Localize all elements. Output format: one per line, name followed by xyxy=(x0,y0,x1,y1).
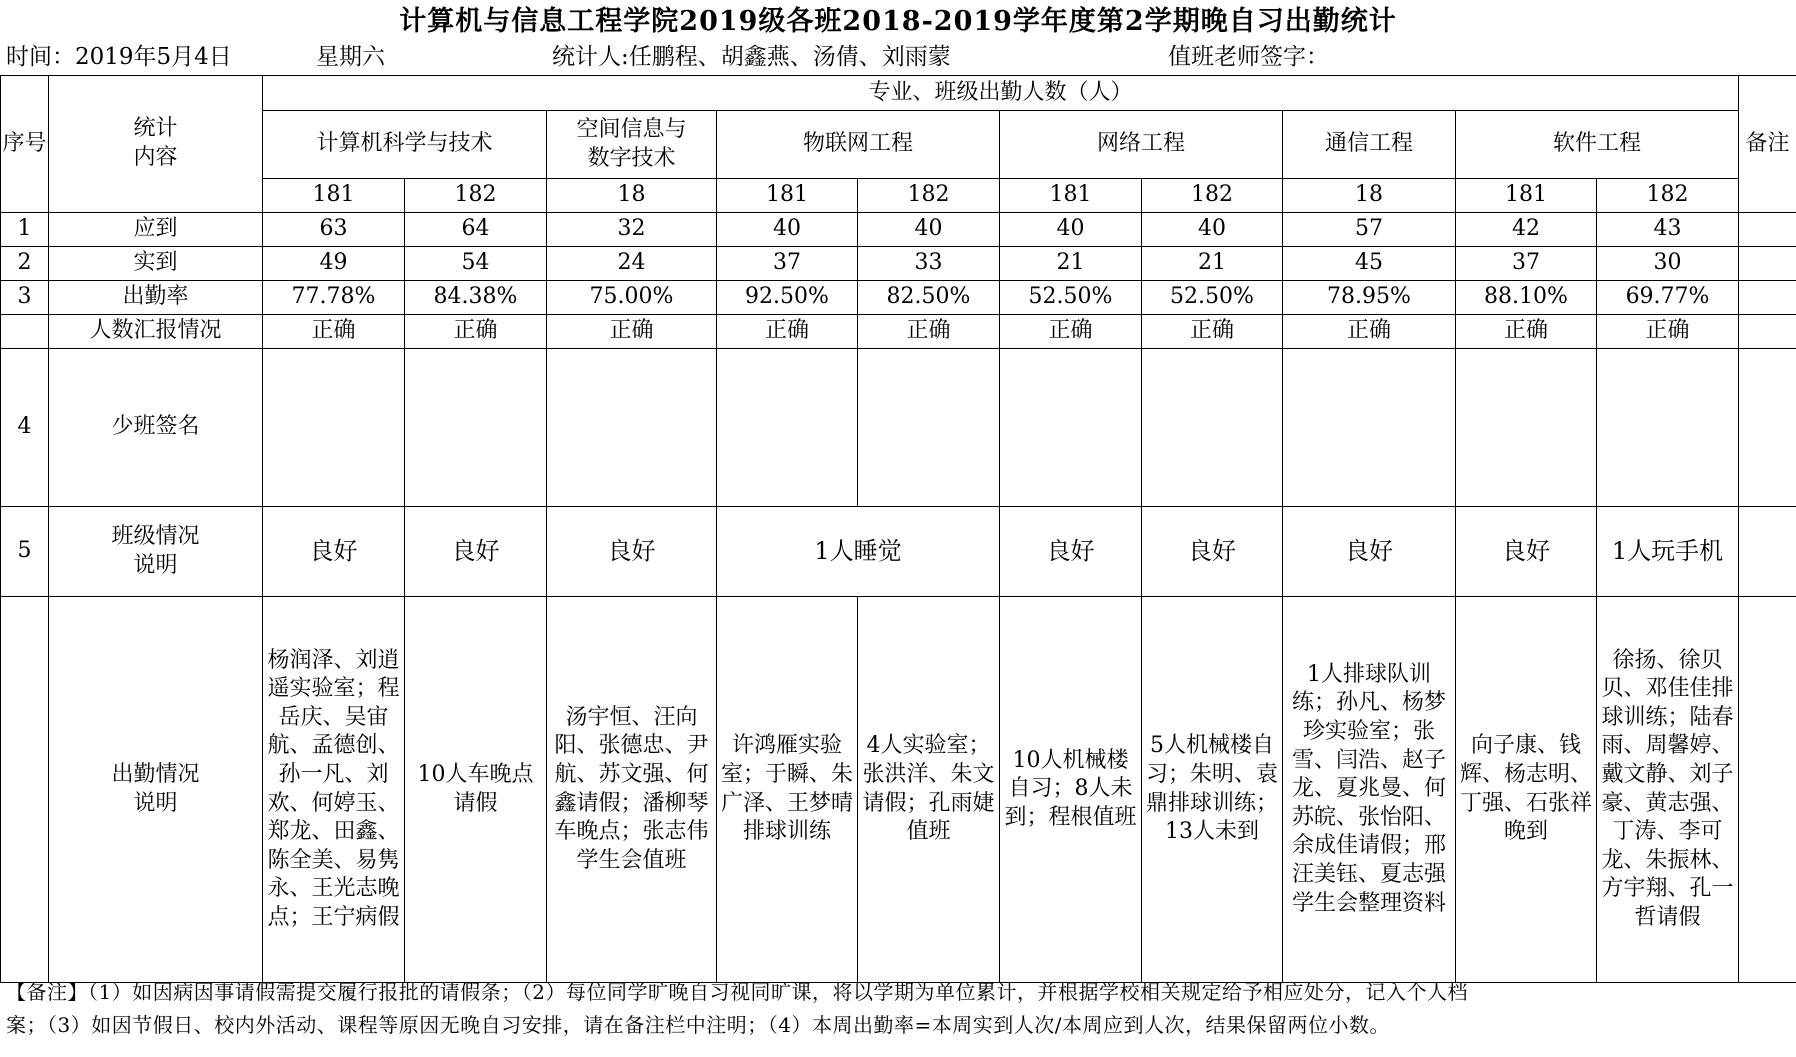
status-value: 良好 xyxy=(1000,507,1142,597)
actual-value: 33 xyxy=(858,247,1000,281)
report-value: 正确 xyxy=(858,315,1000,349)
report-value: 正确 xyxy=(1456,315,1597,349)
header-content-line2: 内容 xyxy=(133,145,178,170)
attendance-table xyxy=(0,75,1796,983)
major-spatial-line1: 空间信息与 xyxy=(576,116,687,142)
class-code: 182 xyxy=(1142,179,1283,213)
report-value: 正确 xyxy=(1597,315,1739,349)
due-value: 40 xyxy=(858,213,1000,247)
header-seq: 序号 xyxy=(1,76,49,213)
report-value: 正确 xyxy=(1142,315,1283,349)
due-value: 43 xyxy=(1597,213,1739,247)
attendance-note: 1人排球队训练；孙凡、杨梦珍实验室；张雪、闫浩、赵子龙、夏兆曼、何苏皖、张怡阳、余成佳请假；邢汪美钰、夏志强学生会整理资料 xyxy=(1283,597,1456,983)
remark-cell xyxy=(1739,597,1796,983)
row-label-rate: 出勤率 xyxy=(49,281,263,315)
actual-value: 21 xyxy=(1142,247,1283,281)
status-value: 良好 xyxy=(547,507,717,597)
rate-value: 78.95% xyxy=(1283,281,1456,315)
class-code: 181 xyxy=(717,179,858,213)
attendance-note: 5人机械楼自习；朱明、袁鼎排球训练；13人未到 xyxy=(1142,597,1283,983)
attendance-label-line1: 出勤情况 xyxy=(111,761,200,787)
row-seq: 4 xyxy=(1,349,49,507)
actual-value: 54 xyxy=(405,247,547,281)
major-spatial-line2: 数字技术 xyxy=(587,145,676,171)
header-content xyxy=(49,76,263,213)
class-code: 182 xyxy=(1597,179,1739,213)
rate-value: 69.77% xyxy=(1597,281,1739,315)
actual-value: 49 xyxy=(263,247,405,281)
actual-value: 30 xyxy=(1597,247,1739,281)
header-content-line1: 统计 xyxy=(133,116,178,142)
footer-line2: 案；（3）如因节假日、校内外活动、课程等原因无晚自习安排，请在备注栏中注明；（4）本周出勤率=本周实到人次/本周应到人次，结果保留两位小数。 xyxy=(6,1013,1390,1037)
report-value: 正确 xyxy=(405,315,547,349)
status-value: 良好 xyxy=(1456,507,1597,597)
meta-time: 时间：2019年5月4日 xyxy=(6,44,232,70)
rate-value: 92.50% xyxy=(717,281,858,315)
sign-cell xyxy=(547,349,717,507)
meta-statisticians: 统计人:任鹏程、胡鑫燕、汤倩、刘雨蒙 xyxy=(552,44,951,70)
attendance-note: 4人实验室；张洪洋、朱文请假；孔雨婕值班 xyxy=(858,597,1000,983)
row-label-sign: 少班签名 xyxy=(49,349,263,507)
meta-teacher-sign: 值班老师签字： xyxy=(1168,44,1329,70)
major-spatial xyxy=(547,111,717,179)
header-remark: 备注 xyxy=(1739,76,1796,213)
rate-value: 52.50% xyxy=(1000,281,1142,315)
remark-cell xyxy=(1739,281,1796,315)
sign-cell xyxy=(405,349,547,507)
actual-value: 21 xyxy=(1000,247,1142,281)
status-value: 1人睡觉 xyxy=(717,507,1000,597)
report-value: 正确 xyxy=(1000,315,1142,349)
due-value: 57 xyxy=(1283,213,1456,247)
due-value: 42 xyxy=(1456,213,1597,247)
class-code: 182 xyxy=(405,179,547,213)
remark-cell xyxy=(1739,507,1796,597)
remark-cell xyxy=(1739,349,1796,507)
row-seq: 1 xyxy=(1,213,49,247)
row-seq: 2 xyxy=(1,247,49,281)
remark-cell xyxy=(1739,315,1796,349)
class-code: 182 xyxy=(858,179,1000,213)
attendance-note: 向子康、钱辉、杨志明、丁强、石张祥晚到 xyxy=(1456,597,1597,983)
rate-value: 88.10% xyxy=(1456,281,1597,315)
actual-value: 45 xyxy=(1283,247,1456,281)
sign-cell xyxy=(263,349,405,507)
due-value: 40 xyxy=(717,213,858,247)
sign-cell xyxy=(1597,349,1739,507)
due-value: 32 xyxy=(547,213,717,247)
major-net: 网络工程 xyxy=(1000,111,1283,179)
row-label-class-status xyxy=(49,507,263,597)
sign-cell xyxy=(858,349,1000,507)
attendance-note: 杨润泽、刘逍遥实验室；程岳庆、吴宙航、孟德创、孙一凡、刘欢、何婷玉、郑龙、田鑫、陈全美、易隽永、王光志晚点；王宁病假 xyxy=(263,597,405,983)
major-soft: 软件工程 xyxy=(1456,111,1739,179)
attendance-note: 汤宇恒、汪向阳、张德忠、尹航、苏文强、何鑫请假；潘柳琴车晚点；张志伟学生会值班 xyxy=(547,597,717,983)
attendance-note: 徐扬、徐贝贝、邓佳佳排球训练；陆春雨、周馨婷、戴文静、刘子豪、黄志强、丁涛、李可龙、朱振林、方宇翔、孔一哲请假 xyxy=(1597,597,1739,983)
status-value: 良好 xyxy=(405,507,547,597)
status-value: 1人玩手机 xyxy=(1597,507,1739,597)
row-label-actual: 实到 xyxy=(49,247,263,281)
row-label-report: 人数汇报情况 xyxy=(49,315,263,349)
report-value: 正确 xyxy=(547,315,717,349)
major-iot: 物联网工程 xyxy=(717,111,1000,179)
row-seq: 5 xyxy=(1,507,49,597)
rate-value: 77.78% xyxy=(263,281,405,315)
row-seq: 3 xyxy=(1,281,49,315)
page-title: 计算机与信息工程学院2019级各班2018-2019学年度第2学期晚自习出勤统计 xyxy=(399,6,1397,37)
major-comm: 通信工程 xyxy=(1283,111,1456,179)
class-code: 181 xyxy=(1000,179,1142,213)
class-code: 18 xyxy=(547,179,717,213)
rate-value: 75.00% xyxy=(547,281,717,315)
due-value: 64 xyxy=(405,213,547,247)
class-status-label-line2: 说明 xyxy=(133,552,178,578)
report-value: 正确 xyxy=(1283,315,1456,349)
sign-cell xyxy=(1283,349,1456,507)
class-code: 181 xyxy=(263,179,405,213)
remark-cell xyxy=(1739,247,1796,281)
sign-cell xyxy=(1142,349,1283,507)
actual-value: 37 xyxy=(717,247,858,281)
rate-value: 82.50% xyxy=(858,281,1000,315)
sign-cell xyxy=(1456,349,1597,507)
rate-value: 52.50% xyxy=(1142,281,1283,315)
status-value: 良好 xyxy=(1142,507,1283,597)
footer-notes xyxy=(0,976,1796,1042)
report-value: 正确 xyxy=(717,315,858,349)
row-seq xyxy=(1,597,49,983)
actual-value: 24 xyxy=(547,247,717,281)
major-cs: 计算机科学与技术 xyxy=(263,111,547,179)
meta-weekday: 星期六 xyxy=(316,44,385,70)
header-group: 专业、班级出勤人数（人） xyxy=(263,76,1739,111)
class-status-label-line1: 班级情况 xyxy=(111,523,200,549)
sign-cell xyxy=(717,349,858,507)
due-value: 40 xyxy=(1000,213,1142,247)
status-value: 良好 xyxy=(1283,507,1456,597)
report-value: 正确 xyxy=(263,315,405,349)
row-label-due: 应到 xyxy=(49,213,263,247)
attendance-note: 10人机械楼自习；8人未到；程根值班 xyxy=(1000,597,1142,983)
remark-cell xyxy=(1739,213,1796,247)
footer-line1: 【备注】（1）如因病因事请假需提交履行报批的请假条；（2）每位同学旷晚自习视同旷课，将以学期为单位累计，并根据学校相关规定给予相应处分，记入个人档 xyxy=(6,980,1468,1004)
rate-value: 84.38% xyxy=(405,281,547,315)
row-seq xyxy=(1,315,49,349)
class-code: 181 xyxy=(1456,179,1597,213)
attendance-note: 许鸿雁实验室；于瞬、朱广泽、王梦晴排球训练 xyxy=(717,597,858,983)
due-value: 40 xyxy=(1142,213,1283,247)
status-value: 良好 xyxy=(263,507,405,597)
sign-cell xyxy=(1000,349,1142,507)
class-code: 18 xyxy=(1283,179,1456,213)
actual-value: 37 xyxy=(1456,247,1597,281)
attendance-label-line2: 说明 xyxy=(133,790,178,816)
attendance-note: 10人车晚点请假 xyxy=(405,597,547,983)
row-label-attendance-notes xyxy=(49,597,263,983)
due-value: 63 xyxy=(263,213,405,247)
